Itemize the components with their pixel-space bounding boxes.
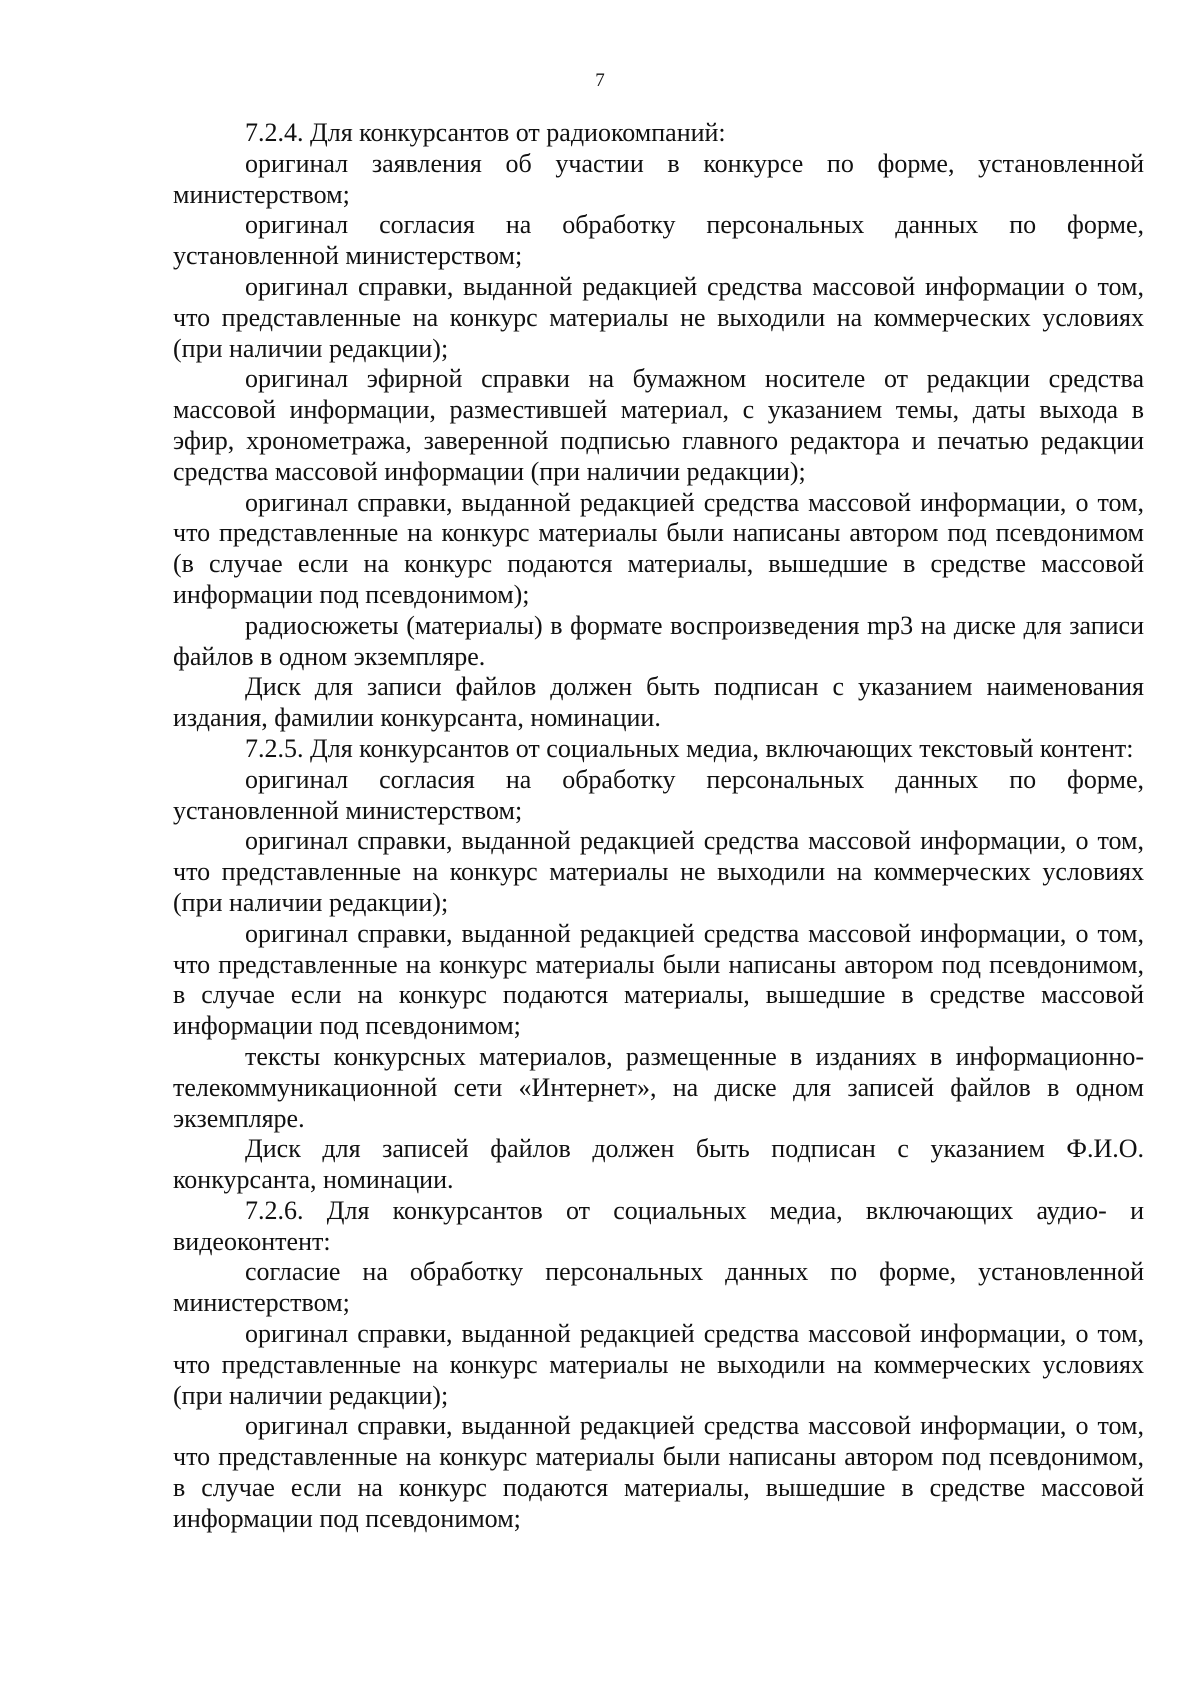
paragraph: оригинал заявления об участии в конкурсе по форме, установленной министерством; <box>173 148 1144 209</box>
paragraph: оригинал справки, выданной редакцией средства массовой информации, о том, что представленные на конкурс материалы не выходили на коммерческих условиях (при наличии редакции); <box>173 826 1144 917</box>
paragraph: Диск для записи файлов должен быть подписан с указанием наименования издания, фамилии конкурсанта, номинации. <box>173 672 1144 733</box>
paragraph: Диск для записей файлов должен быть подписан с указанием Ф.И.О. конкурсанта, номинации. <box>173 1134 1144 1195</box>
paragraph: оригинал согласия на обработку персональных данных по форме, установленной министерством; <box>173 764 1144 825</box>
paragraph: оригинал справки, выданной редакцией средства массовой информации, о том, что представленные на конкурс материалы были написаны автором под псевдонимом (в случае если на конкурс подаются материалы, вышедшие в средстве массовой информации под псевдонимом); <box>173 487 1144 609</box>
section-heading-7-2-4: 7.2.4. Для конкурсантов от радиокомпаний: <box>245 118 726 147</box>
paragraph: оригинал согласия на обработку персональных данных по форме, установленной министерством; <box>173 210 1144 271</box>
page-number: 7 <box>595 70 605 91</box>
document-body <box>173 118 1144 1535</box>
section-heading-7-2-5: 7.2.5. Для конкурсантов от социальных медиа, включающих текстовый контент: <box>245 733 1134 763</box>
paragraph: согласие на обработку персональных данных по форме, установленной министерством; <box>173 1257 1144 1318</box>
paragraph: радиосюжеты (материалы) в формате воспроизведения mp3 на диске для записи файлов в одном экземпляре. <box>173 610 1144 671</box>
paragraph: оригинал эфирной справки на бумажном носителе от редакции средства массовой информации, разместившей материал, с указанием темы, даты выхода в эфир, хронометража, заверенной подписью главного редактора и печатью редакции средства массовой информации (при наличии редакции); <box>173 364 1144 486</box>
paragraph: оригинал справки, выданной редакцией средства массовой информации, о том, что представленные на конкурс материалы не выходили на коммерческих условиях (при наличии редакции); <box>173 1319 1144 1410</box>
paragraph: оригинал справки, выданной редакцией средства массовой информации о том, что представленные на конкурс материалы не выходили на коммерческих условиях (при наличии редакции); <box>173 271 1144 363</box>
section-heading-7-2-6: 7.2.6. Для конкурсантов от социальных медиа, включающих аудио- и видеоконтент: <box>173 1195 1144 1256</box>
paragraph: оригинал справки, выданной редакцией средства массовой информации, о том, что представленные на конкурс материалы были написаны автором под псевдонимом, в случае если на конкурс подаются материалы, вышедшие в средстве массовой информации под псевдонимом; <box>173 1411 1144 1533</box>
paragraph: оригинал справки, выданной редакцией средства массовой информации, о том, что представленные на конкурс материалы были написаны автором под псевдонимом, в случае если на конкурс подаются материалы, вышедшие в средстве массовой информации под псевдонимом; <box>173 918 1144 1041</box>
paragraph: тексты конкурсных материалов, размещенные в изданиях в информационно-телекоммуникационной сети «Интернет», на диске для записей файлов в одном экземпляре. <box>173 1041 1144 1133</box>
